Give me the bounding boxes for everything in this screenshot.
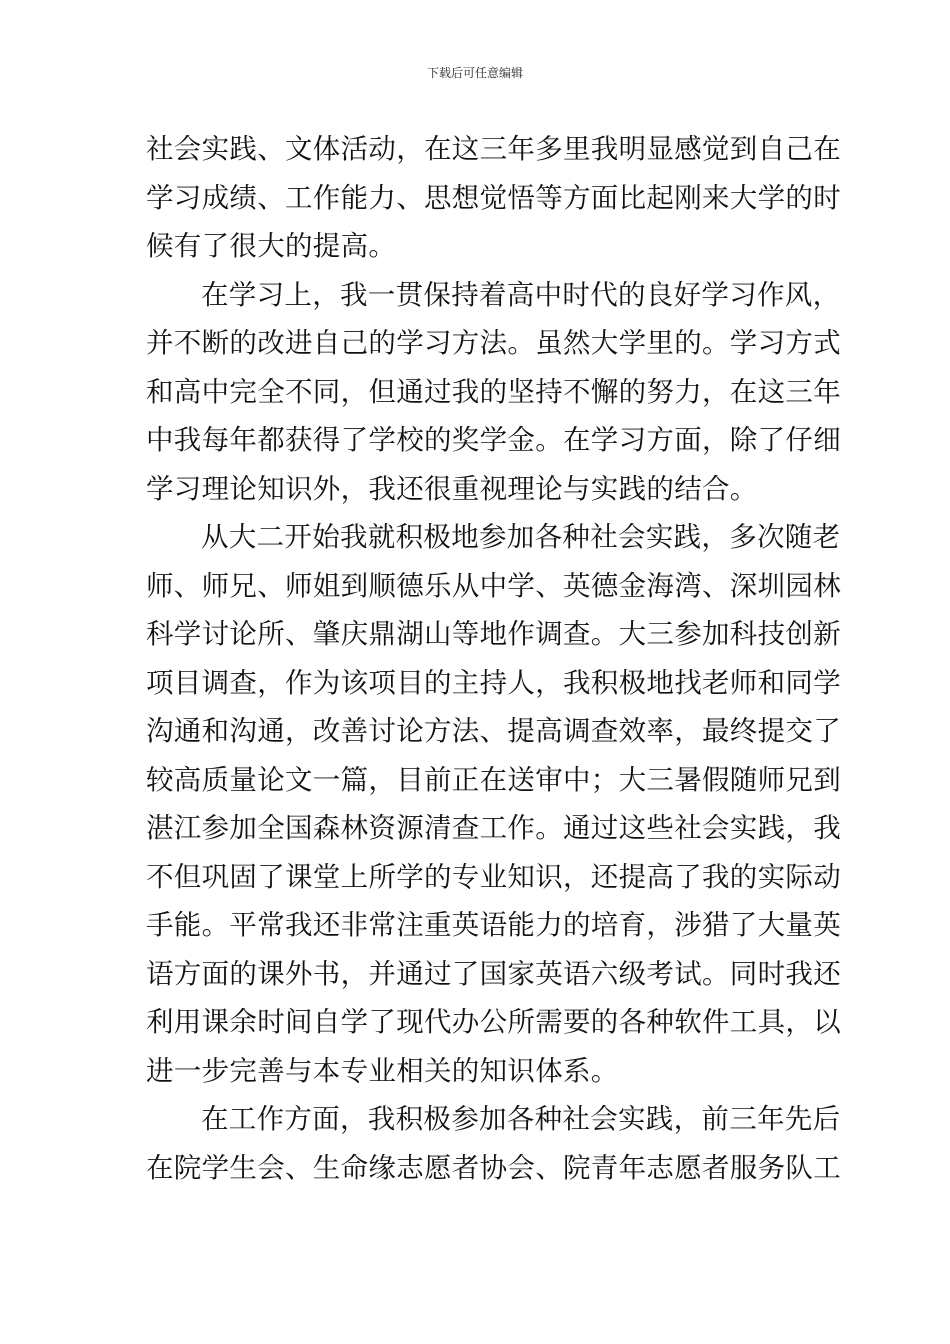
page-header: 下载后可任意编辑 <box>426 66 523 80</box>
text-line: 较高质量论文一篇，目前正在送审中；大三暑假随师兄到 <box>146 763 841 796</box>
text-line: 候有了很大的提高。 <box>146 230 397 262</box>
document-body <box>146 125 841 1192</box>
text-line: 科学讨论所、肇庆鼎湖山等地作调查。大三参加科技创新 <box>146 618 841 650</box>
text-line: 从大二开始我就积极地参加各种社会实践，多次随老 <box>201 521 841 553</box>
text-line: 学习成绩、工作能力、思想觉悟等方面比起刚来大学的时 <box>146 181 841 214</box>
text-line: 学习理论知识外，我还很重视理论与实践的结合。 <box>146 472 758 505</box>
text-line: 沟通和沟通，改善讨论方法、提高调查效率，最终提交了 <box>146 715 841 747</box>
text-line: 语方面的课外书，并通过了国家英语六级考试。同时我还 <box>146 957 841 990</box>
text-line: 中我每年都获得了学校的奖学金。在学习方面，除了仔细 <box>146 424 841 456</box>
text-line: 进一步完善与本专业相关的知识体系。 <box>146 1054 619 1087</box>
text-line: 在工作方面，我积极参加各种社会实践，前三年先后 <box>201 1103 841 1135</box>
paragraph-3 <box>146 513 841 1095</box>
paragraph-2 <box>146 271 841 514</box>
text-line: 湛江参加全国森林资源清查工作。通过这些社会实践，我 <box>146 812 841 844</box>
paragraph-4 <box>146 1095 841 1192</box>
text-line: 并不断的改进自己的学习方法。虽然大学里的。学习方式 <box>146 327 841 359</box>
text-line: 手能。平常我还非常注重英语能力的培育，涉猎了大量英 <box>146 909 841 941</box>
text-line: 师、师兄、师姐到顺德乐从中学、英德金海湾、深圳园林 <box>146 569 841 602</box>
text-line: 不但巩固了课堂上所学的专业知识，还提高了我的实际动 <box>146 860 841 893</box>
text-line: 和高中完全不同，但通过我的坚持不懈的努力，在这三年 <box>146 375 841 408</box>
text-line: 在院学生会、生命缘志愿者协会、院青年志愿者服务队工 <box>146 1151 841 1184</box>
text-line: 项目调查，作为该项目的主持人，我积极地找老师和同学 <box>146 666 841 699</box>
text-line: 利用课余时间自学了现代办公所需要的各种软件工具，以 <box>146 1006 841 1038</box>
text-line: 社会实践、文体活动，在这三年多里我明显感觉到自己在 <box>146 133 841 165</box>
text-line: 在学习上，我一贯保持着高中时代的良好学习作风， <box>201 278 841 311</box>
paragraph-1 <box>146 125 841 271</box>
